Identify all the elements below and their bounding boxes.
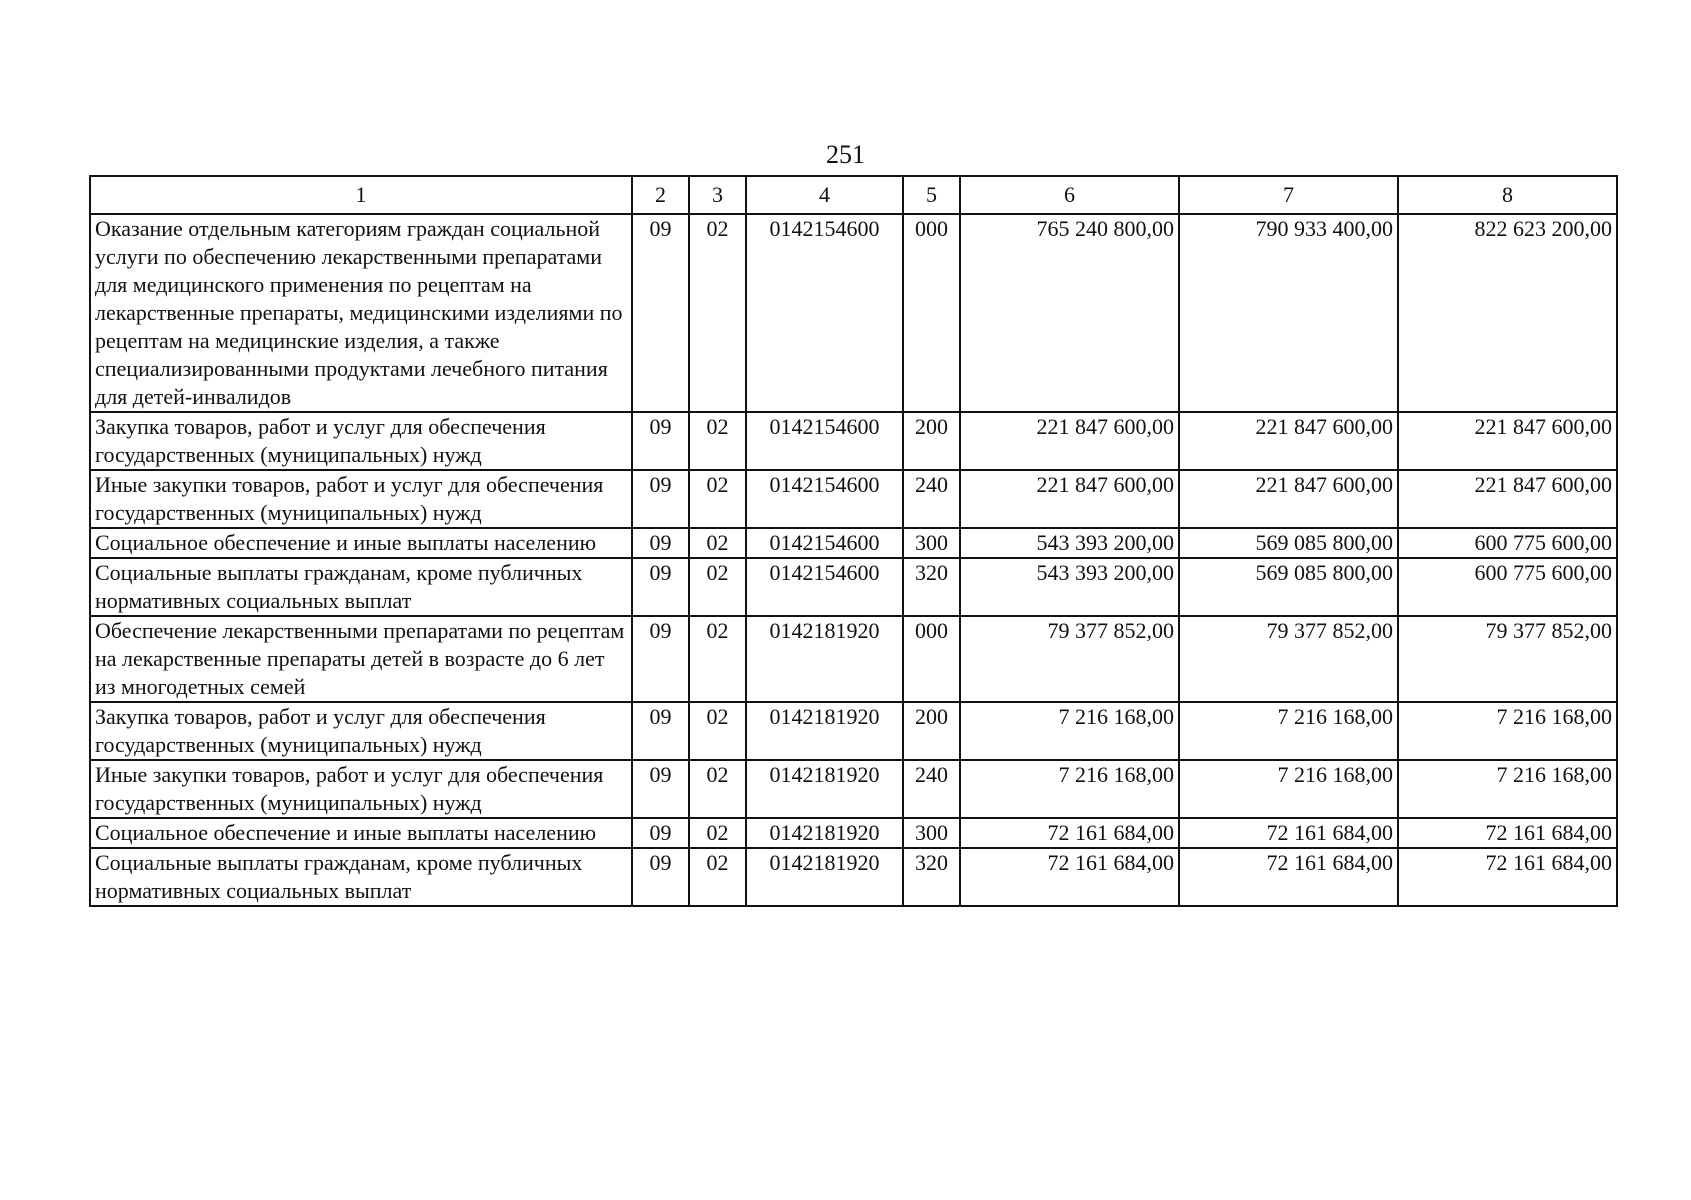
amount-col6: 7 216 168,00 (960, 760, 1179, 818)
amount-col7: 221 847 600,00 (1179, 470, 1398, 528)
target-article-code: 0142154600 (746, 470, 903, 528)
expense-type-code: 300 (903, 818, 960, 848)
section-code: 09 (632, 412, 689, 470)
amount-col7: 7 216 168,00 (1179, 760, 1398, 818)
target-article-code: 0142154600 (746, 528, 903, 558)
section-code: 09 (632, 528, 689, 558)
amount-col7: 72 161 684,00 (1179, 818, 1398, 848)
amount-col7: 79 377 852,00 (1179, 616, 1398, 702)
table-row (90, 848, 1617, 906)
column-header: 1 (90, 176, 632, 214)
amount-col7: 569 085 800,00 (1179, 558, 1398, 616)
column-header: 5 (903, 176, 960, 214)
subsection-code: 02 (689, 470, 746, 528)
amount-col8: 600 775 600,00 (1398, 528, 1617, 558)
table-row (90, 760, 1617, 818)
section-code: 09 (632, 702, 689, 760)
section-code: 09 (632, 760, 689, 818)
expense-type-code: 200 (903, 412, 960, 470)
expense-type-code: 240 (903, 470, 960, 528)
amount-col6: 765 240 800,00 (960, 214, 1179, 412)
amount-col8: 7 216 168,00 (1398, 702, 1617, 760)
section-code: 09 (632, 848, 689, 906)
section-code: 09 (632, 470, 689, 528)
amount-col8: 72 161 684,00 (1398, 848, 1617, 906)
section-code: 09 (632, 558, 689, 616)
subsection-code: 02 (689, 702, 746, 760)
row-name: Оказание отдельным категориям граждан социальной услуги по обеспечению лекарственными препаратами для медицинского применения по рецептам на лекарственные препараты, медицинскими изделиями по рецептам на медицинские изделия, а также специализированными продуктами лечебного питания для детей-инвалидов (90, 214, 632, 412)
subsection-code: 02 (689, 818, 746, 848)
row-name: Социальное обеспечение и иные выплаты населению (90, 818, 632, 848)
subsection-code: 02 (689, 616, 746, 702)
table-row (90, 528, 1617, 558)
budget-table (89, 175, 1618, 907)
amount-col8: 822 623 200,00 (1398, 214, 1617, 412)
expense-type-code: 000 (903, 616, 960, 702)
amount-col8: 7 216 168,00 (1398, 760, 1617, 818)
amount-col6: 221 847 600,00 (960, 470, 1179, 528)
row-name: Иные закупки товаров, работ и услуг для обеспечения государственных (муниципальных) нужд (90, 760, 632, 818)
expense-type-code: 240 (903, 760, 960, 818)
target-article-code: 0142154600 (746, 558, 903, 616)
column-header: 3 (689, 176, 746, 214)
table-row (90, 616, 1617, 702)
table-row (90, 818, 1617, 848)
subsection-code: 02 (689, 528, 746, 558)
target-article-code: 0142181920 (746, 818, 903, 848)
subsection-code: 02 (689, 760, 746, 818)
amount-col8: 79 377 852,00 (1398, 616, 1617, 702)
row-name: Закупка товаров, работ и услуг для обеспечения государственных (муниципальных) нужд (90, 702, 632, 760)
amount-col8: 72 161 684,00 (1398, 818, 1617, 848)
target-article-code: 0142181920 (746, 760, 903, 818)
amount-col7: 221 847 600,00 (1179, 412, 1398, 470)
row-name: Иные закупки товаров, работ и услуг для обеспечения государственных (муниципальных) нужд (90, 470, 632, 528)
amount-col6: 79 377 852,00 (960, 616, 1179, 702)
amount-col6: 543 393 200,00 (960, 528, 1179, 558)
amount-col6: 221 847 600,00 (960, 412, 1179, 470)
column-header: 6 (960, 176, 1179, 214)
row-name: Обеспечение лекарственными препаратами по рецептам на лекарственные препараты детей в возрасте до 6 лет из многодетных семей (90, 616, 632, 702)
amount-col8: 221 847 600,00 (1398, 470, 1617, 528)
expense-type-code: 200 (903, 702, 960, 760)
amount-col6: 7 216 168,00 (960, 702, 1179, 760)
section-code: 09 (632, 214, 689, 412)
row-name: Социальные выплаты гражданам, кроме публичных нормативных социальных выплат (90, 558, 632, 616)
expense-type-code: 320 (903, 558, 960, 616)
target-article-code: 0142181920 (746, 616, 903, 702)
target-article-code: 0142154600 (746, 214, 903, 412)
column-header: 7 (1179, 176, 1398, 214)
table-row (90, 558, 1617, 616)
target-article-code: 0142181920 (746, 702, 903, 760)
table-row (90, 470, 1617, 528)
page-number: 251 (826, 140, 865, 169)
amount-col7: 72 161 684,00 (1179, 848, 1398, 906)
column-header: 4 (746, 176, 903, 214)
amount-col8: 221 847 600,00 (1398, 412, 1617, 470)
amount-col8: 600 775 600,00 (1398, 558, 1617, 616)
table-row (90, 412, 1617, 470)
expense-type-code: 320 (903, 848, 960, 906)
amount-col6: 72 161 684,00 (960, 818, 1179, 848)
row-name: Закупка товаров, работ и услуг для обеспечения государственных (муниципальных) нужд (90, 412, 632, 470)
subsection-code: 02 (689, 848, 746, 906)
target-article-code: 0142181920 (746, 848, 903, 906)
table-row (90, 214, 1617, 412)
amount-col6: 543 393 200,00 (960, 558, 1179, 616)
amount-col6: 72 161 684,00 (960, 848, 1179, 906)
column-header: 2 (632, 176, 689, 214)
expense-type-code: 000 (903, 214, 960, 412)
target-article-code: 0142154600 (746, 412, 903, 470)
subsection-code: 02 (689, 214, 746, 412)
amount-col7: 569 085 800,00 (1179, 528, 1398, 558)
row-name: Социальные выплаты гражданам, кроме публичных нормативных социальных выплат (90, 848, 632, 906)
section-code: 09 (632, 616, 689, 702)
subsection-code: 02 (689, 412, 746, 470)
column-header: 8 (1398, 176, 1617, 214)
table-row (90, 702, 1617, 760)
row-name: Социальное обеспечение и иные выплаты населению (90, 528, 632, 558)
amount-col7: 790 933 400,00 (1179, 214, 1398, 412)
subsection-code: 02 (689, 558, 746, 616)
amount-col7: 7 216 168,00 (1179, 702, 1398, 760)
header-row (90, 176, 1617, 214)
expense-type-code: 300 (903, 528, 960, 558)
section-code: 09 (632, 818, 689, 848)
